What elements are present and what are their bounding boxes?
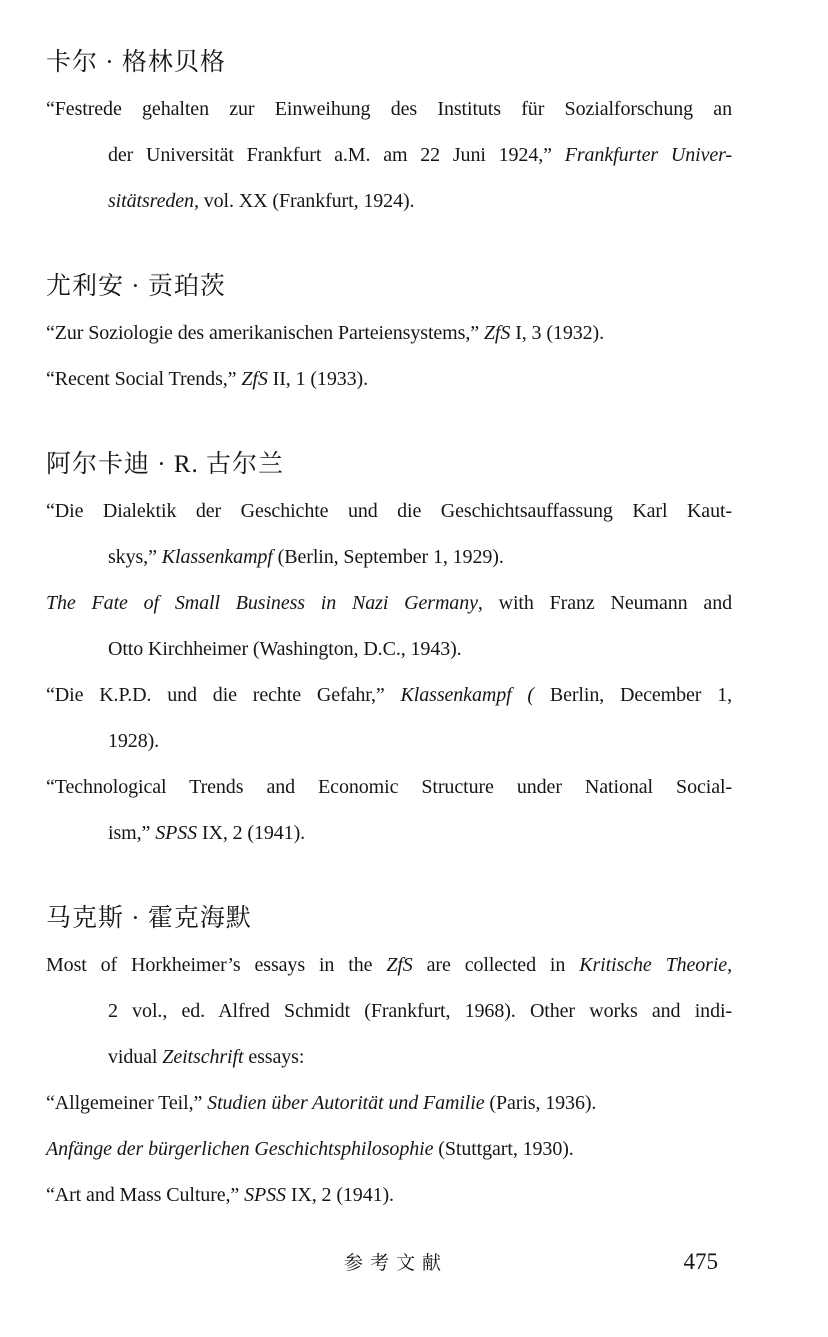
bibliography-line (46, 534, 732, 580)
bibliography-line (46, 1080, 732, 1126)
bibliography-entry (46, 1172, 732, 1218)
text-segment: , vol. XX (Frankfurt, 1924). (193, 190, 415, 212)
page-footer (46, 1248, 732, 1275)
text-segment: are collected in (412, 954, 580, 976)
bibliography-entry (46, 488, 732, 580)
bibliography-line (46, 580, 732, 626)
text-segment: “Zur Soziologie des amerikanischen Parteiensystems,” (46, 322, 484, 344)
bibliography-line (46, 764, 732, 810)
text-segment: “Die K.P.D. und die rechte Gefahr,” (46, 684, 401, 706)
text-segment: ism,” (108, 822, 156, 844)
text-segment: II, 1 (1933). (267, 368, 368, 390)
text-segment: Most of Horkheimer’s essays in the (46, 954, 387, 976)
italic-text-segment: SPSS (155, 822, 198, 844)
bibliography-entry (46, 942, 732, 1080)
bibliography-content (46, 40, 732, 1218)
bibliography-line (46, 1172, 732, 1218)
text-segment: “Die Dialektik der Geschichte und die Geschichtsauffassung Karl Kaut- (46, 500, 732, 522)
bibliography-line (46, 988, 732, 1034)
text-segment: essays: (243, 1046, 305, 1068)
bibliography-entry (46, 356, 732, 402)
bibliography-line (46, 178, 732, 224)
text-segment: I, 3 (1932). (510, 322, 604, 344)
bibliography-entry (46, 764, 732, 856)
bibliography-section (46, 442, 732, 856)
text-segment: IX, 2 (1941). (197, 822, 306, 844)
italic-text-segment: Frankfurter Univer- (564, 144, 732, 166)
bibliography-line (46, 626, 732, 672)
text-segment: Otto Kirchheimer (Washington, D.C., 1943). (108, 638, 462, 660)
bibliography-line (46, 672, 732, 718)
text-segment: vidual (108, 1046, 163, 1068)
bibliography-line (46, 942, 732, 988)
bibliography-line (46, 810, 732, 856)
author-heading: 阿尔卡迪 · R. 古尔兰 (46, 451, 285, 478)
bibliography-entry (46, 86, 732, 224)
text-segment: IX, 2 (1941). (285, 1184, 394, 1206)
bibliography-line (46, 310, 732, 356)
bibliography-entry (46, 310, 732, 356)
author-heading: 尤利安 · 贡珀茨 (46, 273, 226, 300)
italic-text-segment: Zeitschrift (162, 1046, 244, 1068)
italic-text-segment: ZfS (386, 954, 413, 976)
italic-text-segment: ZfS (241, 368, 268, 390)
bibliography-section (46, 264, 732, 402)
text-segment: skys,” (108, 546, 162, 568)
text-segment: (Berlin, September 1, 1929). (272, 546, 504, 568)
text-segment: (Paris, 1936). (484, 1092, 597, 1114)
bibliography-entry (46, 672, 732, 764)
running-footer-title: 参考文献 (344, 1253, 449, 1274)
text-segment: der Universität Frankfurt a.M. am 22 Juni 1924,” (108, 144, 565, 166)
bibliography-section (46, 40, 732, 224)
italic-text-segment: SPSS (244, 1184, 286, 1206)
italic-text-segment: Kritische Theorie, (579, 954, 732, 976)
bibliography-line (46, 356, 732, 402)
italic-text-segment: Anfänge der bürgerlichen Geschichtsphilosophie (46, 1138, 434, 1160)
bibliography-line (46, 1126, 732, 1172)
text-segment: (Stuttgart, 1930). (433, 1138, 574, 1160)
text-segment: 2 vol., ed. Alfred Schmidt (Frankfurt, 1968). Other works and indi- (108, 1000, 732, 1022)
bibliography-line (46, 488, 732, 534)
text-segment: “Allgemeiner Teil,” (46, 1092, 208, 1114)
text-segment: Berlin, December 1, (533, 684, 732, 706)
bibliography-section (46, 896, 732, 1218)
text-segment: “Technological Trends and Economic Structure under National Social- (46, 776, 732, 798)
bibliography-line (46, 86, 732, 132)
italic-text-segment: sitätsreden (108, 190, 194, 212)
page-number: 475 (683, 1249, 718, 1274)
italic-text-segment: Klassenkampf ( (400, 684, 534, 706)
text-segment: 1928). (108, 730, 160, 752)
bibliography-line (46, 132, 732, 178)
bibliography-entry (46, 580, 732, 672)
bibliography-line (46, 718, 732, 764)
author-heading: 卡尔 · 格林贝格 (46, 49, 226, 76)
bibliography-entry (46, 1080, 732, 1126)
text-segment: “Recent Social Trends,” (46, 368, 242, 390)
italic-text-segment: Studien über Autorität und Familie (207, 1092, 485, 1114)
italic-text-segment: Klassenkampf (161, 546, 273, 568)
bibliography-entry (46, 1126, 732, 1172)
italic-text-segment: The Fate of Small Business in Nazi Germany (46, 592, 478, 614)
author-heading: 马克斯 · 霍克海默 (46, 905, 252, 932)
italic-text-segment: ZfS (483, 322, 511, 344)
text-segment: “Art and Mass Culture,” (46, 1184, 245, 1206)
text-segment: “Festrede gehalten zur Einweihung des Instituts für Sozialforschung an (46, 98, 732, 120)
text-segment: , with Franz Neumann and (477, 592, 732, 614)
bibliography-line (46, 1034, 732, 1080)
